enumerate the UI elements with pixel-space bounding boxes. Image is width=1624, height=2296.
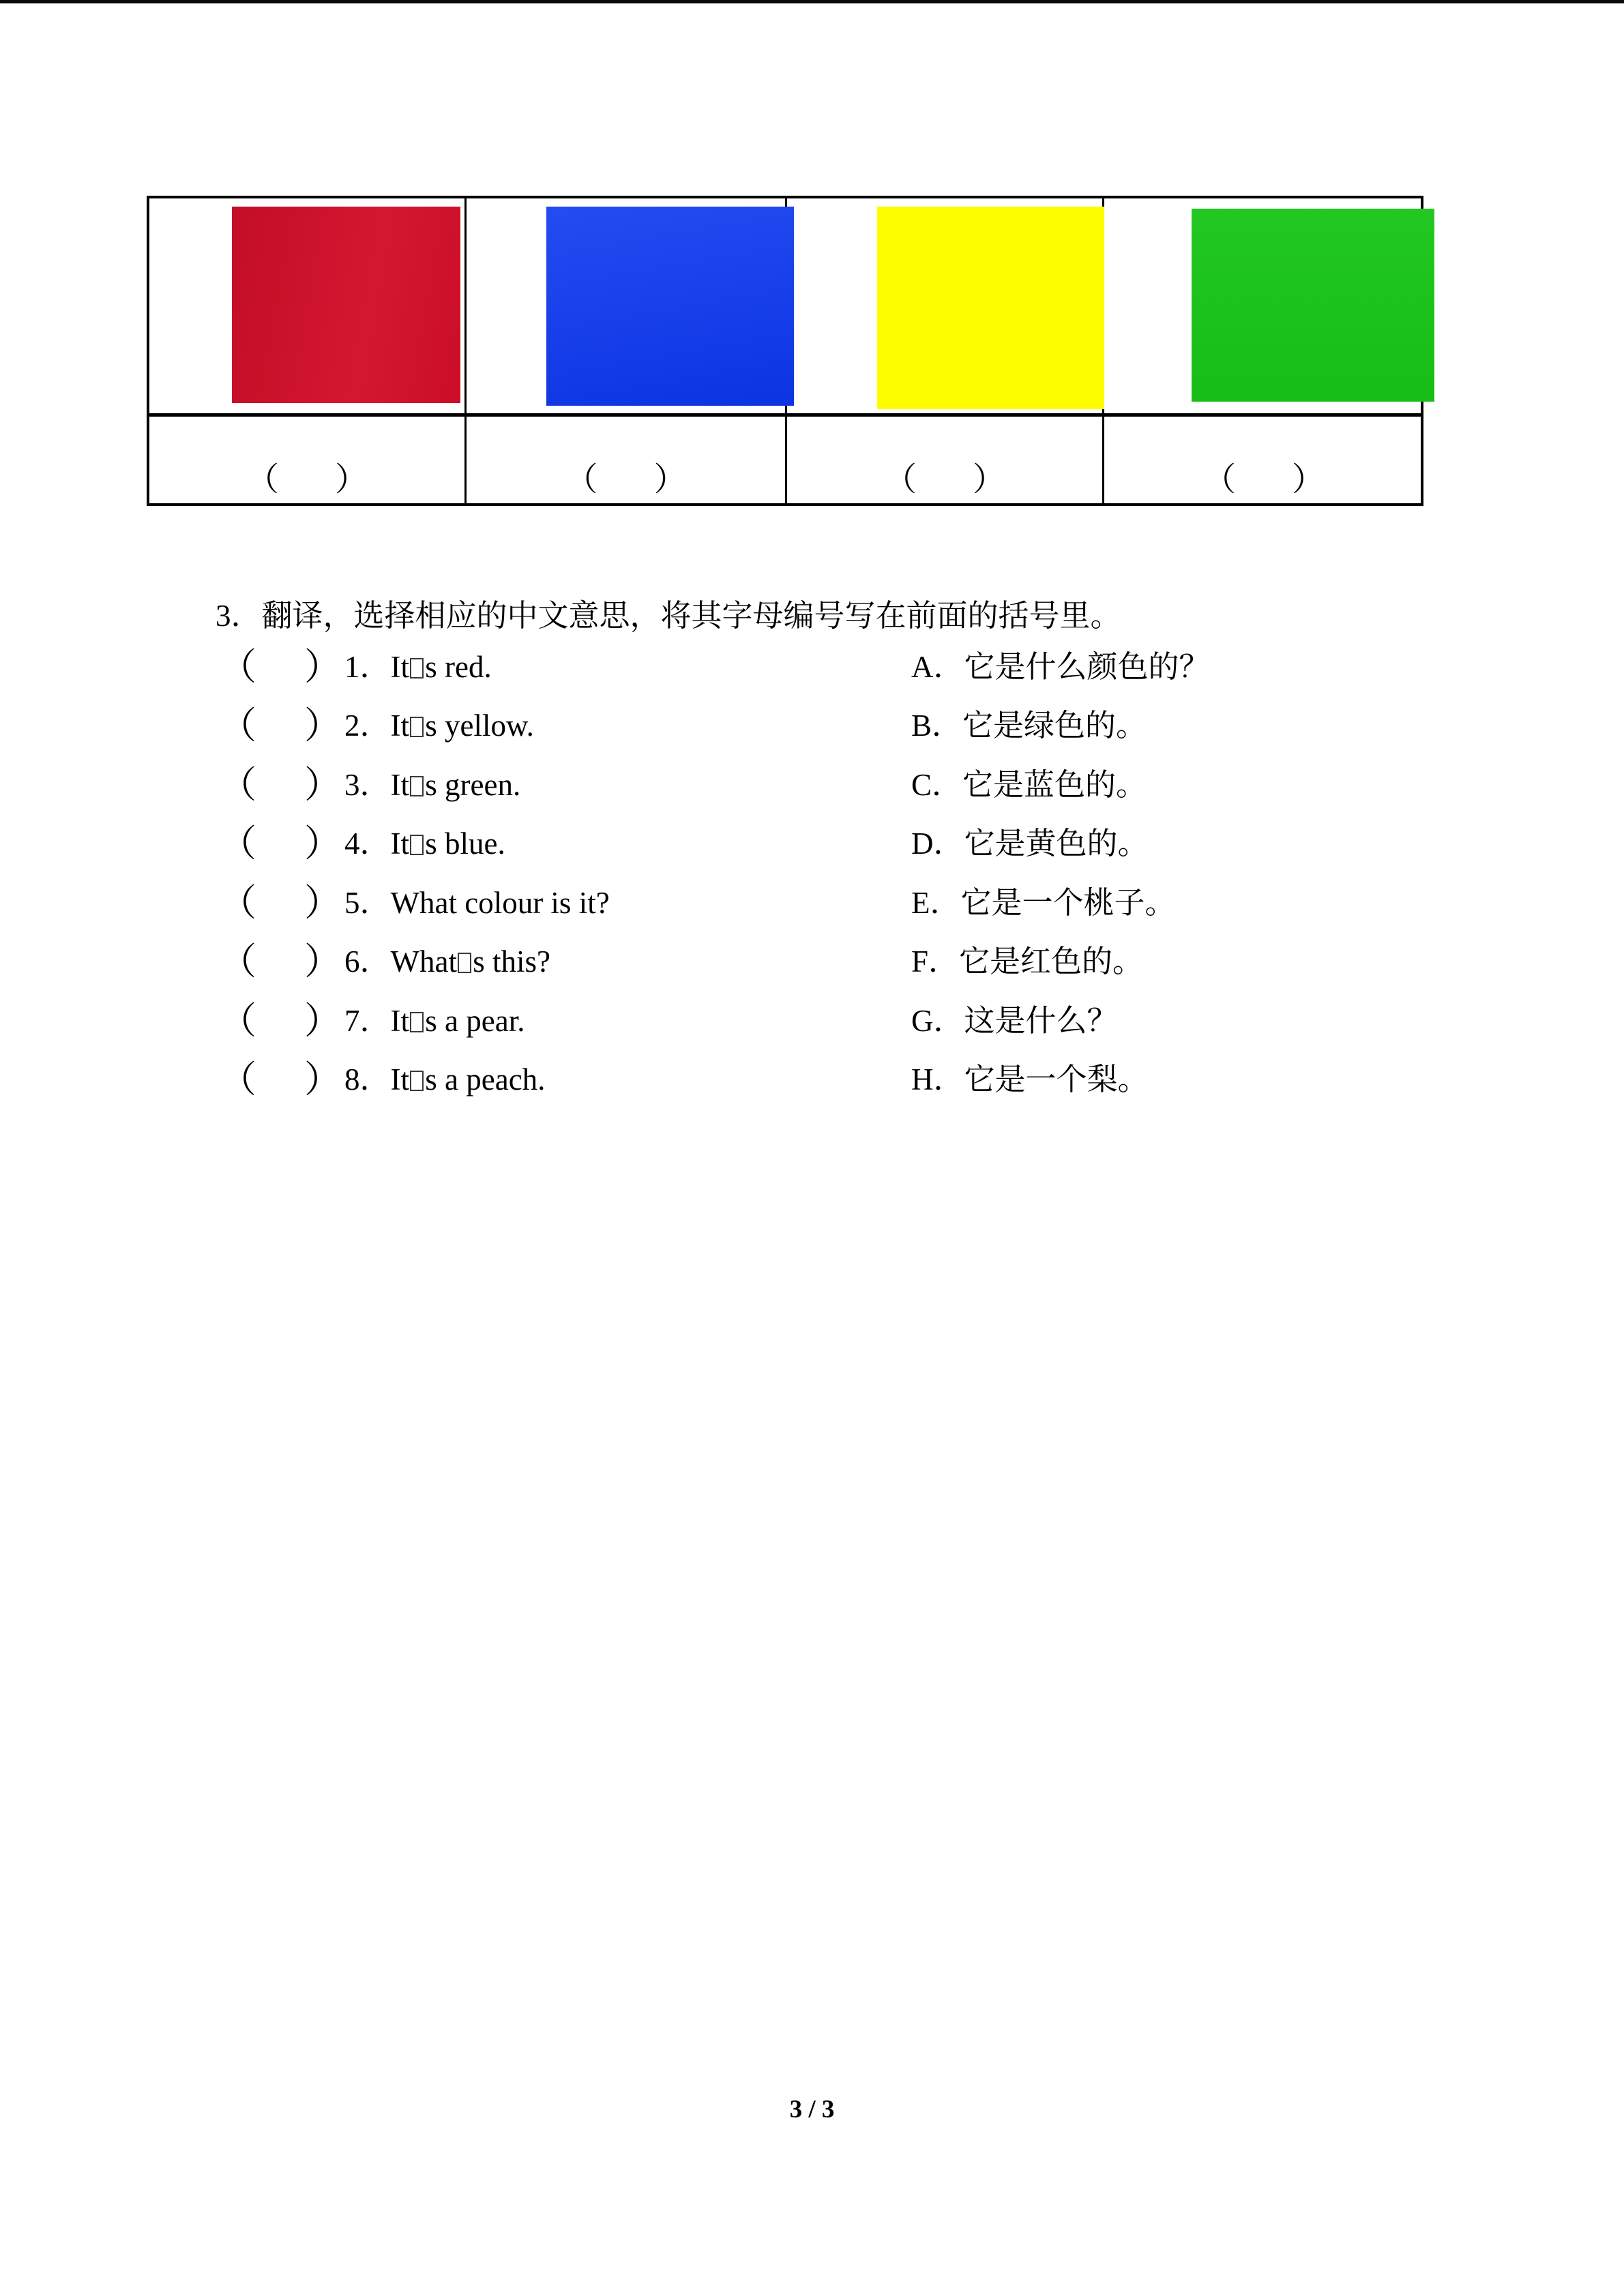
answer-blank-cell	[149, 417, 464, 503]
english-text-pre: What colour is it?	[390, 886, 610, 920]
paren-open: （	[246, 462, 279, 498]
paren-open: （	[220, 1059, 256, 1100]
missing-glyph-apostrophe-box	[410, 1071, 424, 1092]
paren-open: （	[220, 764, 256, 805]
english-text-post: s green.	[425, 768, 521, 802]
english-text-post: s this?	[473, 944, 550, 979]
option-letter: H．	[911, 1062, 964, 1097]
missing-glyph-apostrophe-box	[410, 776, 424, 797]
paren-close: ）	[1292, 462, 1325, 498]
paren-close: ）	[304, 1059, 341, 1100]
english-sentence	[344, 701, 534, 750]
english-text-post: s a pear.	[425, 1004, 525, 1038]
english-sentence	[344, 937, 550, 986]
page-number: 3 / 3	[789, 2096, 835, 2123]
english-sentence	[344, 642, 492, 691]
match-item-row	[0, 878, 1624, 927]
item-number: 7．	[344, 1004, 391, 1038]
green-color-swatch	[1192, 209, 1434, 402]
match-item-row	[0, 937, 1624, 986]
english-sentence	[344, 996, 525, 1045]
missing-glyph-apostrophe-box	[410, 658, 424, 679]
paren-close: ）	[304, 823, 341, 864]
paren-close: ）	[973, 462, 1006, 498]
chinese-option	[911, 642, 1210, 691]
paren-close: ）	[304, 882, 341, 923]
match-item-row	[0, 760, 1624, 809]
option-letter: B．	[911, 709, 963, 743]
paren-close: ）	[304, 705, 341, 746]
chinese-option	[911, 996, 1118, 1045]
paren-close: ）	[304, 646, 341, 687]
item-number: 2．	[344, 709, 391, 743]
chinese-option	[911, 1055, 1149, 1104]
item-number: 6．	[344, 944, 391, 979]
paren-open: （	[1202, 462, 1236, 498]
option-letter: E．	[911, 886, 961, 920]
option-letter: G．	[911, 1004, 964, 1038]
paren-close: ）	[304, 764, 341, 805]
english-sentence	[344, 760, 520, 809]
paren-open: （	[883, 462, 917, 498]
paren-open: （	[220, 1000, 256, 1041]
answer-blank-cell	[1104, 417, 1423, 503]
answer-blank-cell	[467, 417, 785, 503]
match-item-row	[0, 996, 1624, 1045]
english-sentence	[344, 819, 505, 868]
chinese-option	[911, 878, 1176, 927]
english-text-post: s a peach.	[425, 1062, 546, 1097]
option-chinese-text: 它是一个梨。	[964, 1062, 1149, 1097]
match-item-row	[0, 819, 1624, 868]
match-item-row	[0, 1055, 1624, 1104]
option-letter: A．	[911, 650, 964, 684]
item-number: 4．	[344, 826, 391, 861]
english-text-post: s red.	[425, 650, 492, 684]
option-letter: D．	[911, 826, 964, 861]
yellow-color-swatch	[877, 207, 1104, 409]
paren-open: （	[220, 941, 256, 982]
english-text-pre: What	[390, 944, 457, 979]
option-chinese-text: 它是什么颜色的？	[964, 650, 1210, 684]
option-chinese-text: 这是什么？	[964, 1004, 1118, 1038]
page-top-edge-bar	[0, 0, 1624, 3]
question-title: 3．翻译，选择相应的中文意思，将其字母编号写在前面的括号里。	[216, 599, 1121, 633]
paren-open: （	[220, 705, 256, 746]
item-number: 8．	[344, 1062, 391, 1097]
english-text-pre: It	[390, 1004, 410, 1038]
chinese-option	[911, 701, 1147, 750]
english-text-pre: It	[390, 650, 410, 684]
option-chinese-text: 它是黄色的。	[964, 826, 1149, 861]
missing-glyph-apostrophe-box	[458, 953, 471, 974]
english-text-pre: It	[390, 709, 410, 743]
chinese-option	[911, 819, 1149, 868]
english-text-post: s yellow.	[425, 709, 534, 743]
chinese-option	[911, 937, 1143, 986]
red-color-swatch	[232, 207, 460, 403]
english-text-post: s blue.	[425, 826, 505, 861]
missing-glyph-apostrophe-box	[410, 717, 424, 738]
english-text-pre: It	[390, 768, 410, 802]
option-chinese-text: 它是蓝色的。	[962, 768, 1147, 802]
paren-open: （	[220, 646, 256, 687]
option-chinese-text: 它是一个桃子。	[960, 886, 1176, 920]
chinese-option	[911, 760, 1147, 809]
paren-open: （	[220, 823, 256, 864]
option-letter: F．	[911, 944, 960, 979]
item-number: 3．	[344, 768, 391, 802]
paren-open: （	[565, 462, 598, 498]
english-text-pre: It	[390, 1062, 410, 1097]
english-sentence	[344, 878, 610, 927]
option-letter: C．	[911, 768, 963, 802]
missing-glyph-apostrophe-box	[410, 835, 424, 856]
option-chinese-text: 它是绿色的。	[962, 709, 1147, 743]
blue-color-swatch	[546, 207, 794, 406]
item-number: 1．	[344, 650, 391, 684]
answer-blank-cell	[787, 417, 1102, 503]
paren-open: （	[220, 882, 256, 923]
match-item-row	[0, 642, 1624, 691]
option-chinese-text: 它是红色的。	[959, 944, 1144, 979]
missing-glyph-apostrophe-box	[410, 1012, 424, 1033]
paren-close: ）	[304, 941, 341, 982]
english-text-pre: It	[390, 826, 410, 861]
color-table	[147, 196, 1423, 506]
paren-close: ）	[335, 462, 368, 498]
english-sentence	[344, 1055, 545, 1104]
paren-close: ）	[653, 462, 687, 498]
paren-close: ）	[304, 1000, 341, 1041]
match-item-row	[0, 701, 1624, 750]
item-number: 5．	[344, 886, 391, 920]
